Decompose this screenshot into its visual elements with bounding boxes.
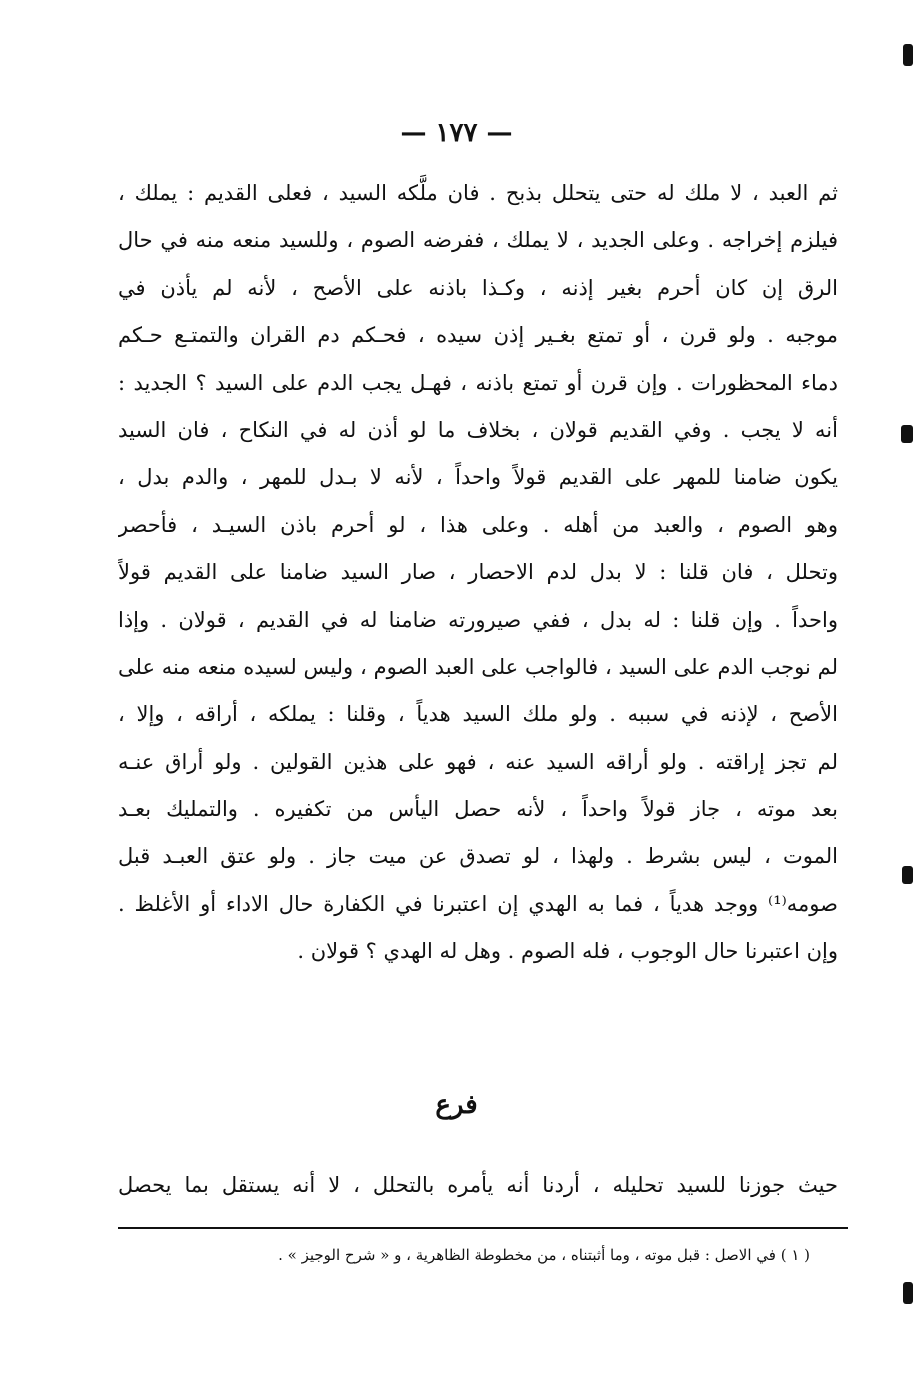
section-heading: فرع — [435, 1090, 478, 1120]
footnote-divider — [118, 1227, 848, 1229]
text-line: أنه لا يجب . وفي القديم قولان ، بخلاف ما لو أذن له في النكاح ، فان السيد — [118, 417, 838, 442]
scan-edge-mark — [903, 1282, 913, 1304]
text-line: ثم العبد ، لا ملك له حتى يتحلل بذبح . فان ملَّكه السيد ، فعلى القديم : يملك ، — [118, 181, 838, 205]
text-line: يكون ضامنا للمهر على القديم قولاً واحداً ، لأنه لا بـدل للمهر ، والدم بدل ، — [118, 465, 838, 490]
scan-edge-mark — [903, 44, 913, 66]
text-line: واحداً . وإن قلنا : له بدل ، ففي صيرورته ضامنا له في القديم ، قولان . وإذا — [118, 607, 838, 632]
text-line: دماء المحظورات . وإن قرن أو تمتع باذنه ، فهـل يجب الدم على السيد ؟ الجديد : — [118, 370, 838, 395]
text-line: وهو الصوم ، والعبد من أهله . وعلى هذا ، لو أحرم باذن السيـد ، فأحصر — [118, 512, 838, 537]
scan-edge-mark — [901, 425, 913, 443]
text-line: لم تجز إراقته . ولو أراقه السيد عنه ، فهو على هذين القولين . ولو أراق عنـه — [118, 749, 838, 774]
text-line: فيلزم إخراجه . وعلى الجديد ، لا يملك ، ففرضه الصوم ، وللسيد منعه منه في حال — [118, 228, 838, 253]
text-line: الرق إن كان أحرم بغير إذنه ، وكـذا باذنه على الأصح ، لأنه لم يأذن في — [118, 275, 838, 300]
text-line: لم نوجب الدم على السيد ، فالواجب على العبد الصوم ، وليس لسيده منعه منه على — [118, 654, 838, 679]
page-number: — ١٧٧ — — [400, 118, 513, 148]
text-line: وإن اعتبرنا حال الوجوب ، فله الصوم . وهل له الهدي ؟ قولان . — [297, 939, 838, 964]
text-line: الموت ، ليس بشرط . ولهذا ، لو تصدق عن ميت جاز . ولو عتق العبـد قبل — [118, 844, 838, 869]
text-line: وتحلل ، فان قلنا : لا بدل لدم الاحصار ، صار السيد ضامنا على القديم قولاً — [118, 560, 838, 585]
text-line: بعد موته ، جاز قولاً واحداً ، لأنه حصل اليأس من تكفيره . والتمليك بعـد — [118, 797, 838, 822]
text-line: صومه⁽¹⁾ ووجد هدياً ، فما به الهدي إن اعتبرنا في الكفارة حال الاداء أو الأغلظ . — [118, 891, 838, 916]
scan-edge-mark — [902, 866, 913, 884]
footnote: ( ١ ) في الاصل : قبل موته ، وما أثبتناه ، من مخطوطة الظاهرية ، و « شرح الوجيز » . — [278, 1246, 810, 1264]
section-text: حيث جوزنا للسيد تحليله ، أردنا أنه يأمره بالتحلل ، لا أنه يستقل بما يحصل — [118, 1173, 838, 1197]
body-text — [118, 170, 838, 976]
text-line: الأصح ، لإذنه في سببه . ولو ملك السيد هدياً ، وقلنا : يملكه ، أراقه ، وإلا ، — [118, 702, 838, 727]
text-line: موجبه . ولو قرن ، أو تمتع بغـير إذن سيده ، فحـكم دم القران والتمتـع حـكم — [118, 323, 838, 348]
